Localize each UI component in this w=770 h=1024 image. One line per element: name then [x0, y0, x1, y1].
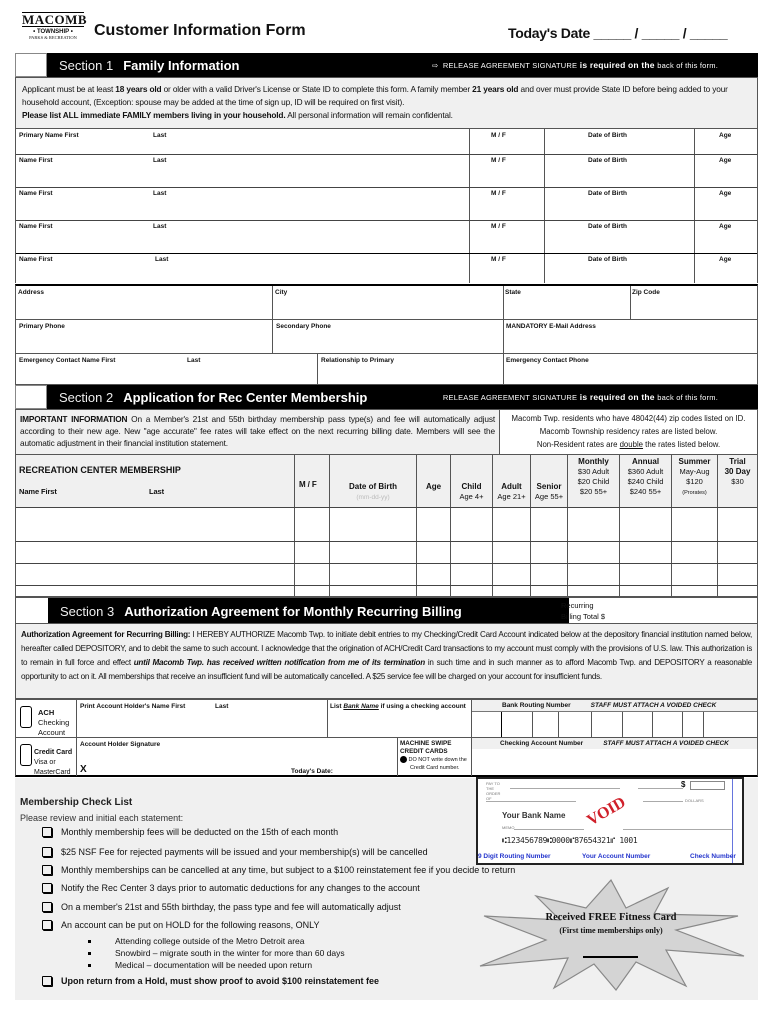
initial-checkbox[interactable]: [42, 902, 52, 912]
form-title: Customer Information Form: [94, 22, 306, 39]
initial-checkbox[interactable]: [42, 847, 52, 857]
membership-row[interactable]: [16, 542, 757, 563]
checklist-subtitle: Please review and initial each statement:: [20, 813, 184, 823]
section1-intro: Applicant must be at least 18 years old or older with a valid Driver's License or State ID to complete this form. A family member 21 years old and over must provide State ID before being added to your household account, (Exception: spouse may be added at the time of sign up, ID will be required on first visit). Please list ALL immediate FAMILY members living in your household. All personal information will remain confidental.: [15, 77, 758, 129]
initial-checkbox[interactable]: [42, 920, 52, 930]
release-notice: ⇨ RELEASE AGREEMENT SIGNATURE is required on the back of this form.: [431, 60, 718, 70]
family-row-primary[interactable]: Primary Name First Last M / F Date of Birth Age: [19, 132, 732, 139]
email-field[interactable]: MANDATORY E-Mail Address: [506, 323, 596, 330]
checklist-item[interactable]: $25 NSF Fee for rejected payments will be issued and your membership(s) will be cancelled: [42, 847, 428, 857]
family-row[interactable]: Name First Last M / F Date of Birth Age: [19, 223, 732, 230]
checklist-item[interactable]: Upon return from a Hold, must show proof to avoid $100 reinstatement fee: [42, 976, 379, 986]
checklist-item[interactable]: On a member's 21st and 55th birthday, the pass type and fee will automatically adjust: [42, 902, 401, 912]
initial-line[interactable]: [583, 956, 638, 958]
section2-header: Section 2 Application for Rec Center Membership RELEASE AGREEMENT SIGNATURE is required on the back of this form.: [47, 385, 758, 409]
contact-info-block: [15, 284, 758, 385]
starburst-icon: [476, 878, 746, 993]
address-field[interactable]: Address: [18, 289, 45, 296]
annual-rates: Annual $360 Adult $240 Child $240 55+: [627, 457, 664, 496]
checklist-item[interactable]: Monthly membership fees will be deducted on the 15th of each month: [42, 827, 338, 837]
summer-rates: Summer May-Aug $120 (Prorates): [678, 457, 711, 496]
important-information: IMPORTANT INFORMATION On a Member's 21st and 55th birthday membership pass type(s) and fee will automatically adjust according to their new age. New "age accurate" fee rates will take effect on the next recurring billing date. Members will see the automatic adjustment in their financial institution statement.: [16, 410, 499, 454]
signature-date-field[interactable]: Today's Date:: [291, 768, 333, 775]
membership-table: RECREATION CENTER MEMBERSHIP Name First Last M / F Date of Birth (mm-dd-yy) Age Child Age 4+ Adult Age 21+ Senior Age 55+ Monthly $30 Adult $20 Child $20 55+ Annual $360 Adult $240 Child $240 55+ Summer May-Aug $120 (Prorates) Trial 30 Day $30: [15, 455, 758, 597]
state-field[interactable]: State: [505, 289, 521, 296]
checklist-item[interactable]: Monthly memberships can be cancelled at any time, but subject to a $100 reinstatement fee if you decide to return: [42, 865, 515, 875]
checklist-item[interactable]: Notify the Rec Center 3 days prior to automatic deductions for any changes to the account: [42, 883, 420, 893]
prohibited-icon: [400, 756, 407, 763]
monthly-rates: Monthly $30 Adult $20 Child $20 55+: [577, 457, 610, 496]
macomb-township-logo: MACOMB • TOWNSHIP • PARKS & RECREATION: [22, 12, 88, 40]
family-row[interactable]: Name First Last M / F Date of Birth Age: [19, 190, 732, 197]
section3-header: Section 3 Authorization Agreement for Monthly Recurring Billing: [48, 598, 569, 624]
sample-check-image: PAY TO THE ORDER OF $ DOLLARS Your Bank Name VOID MEMO ⑆123456789⑆0000⑈87654321⑈ 1001 9 Digit Routing Number Your Account Number Check Number: [476, 777, 744, 865]
todays-date-field[interactable]: Today's Date _____ / _____ / _____: [508, 25, 728, 41]
residency-info: Macomb Twp. residents who have 48042(44) zip codes listed on ID. Macomb Township residency rates are listed below. Non-Resident rates are double the rates listed below.: [511, 414, 746, 449]
credit-card-checkbox[interactable]: [20, 744, 32, 766]
family-members-table: [15, 129, 758, 283]
account-holder-name-field[interactable]: Print Account Holder's Name First: [80, 703, 186, 710]
recurring-billing-total[interactable]: Recurring Billing Total $: [561, 601, 606, 621]
section2-info: [15, 409, 758, 455]
checklist-item[interactable]: An account can be put on HOLD for the following reasons, ONLY: [42, 920, 319, 930]
primary-phone-field[interactable]: Primary Phone: [19, 323, 65, 330]
void-stamp: VOID: [584, 793, 629, 830]
hold-reason: Medical – documentation will be needed upon return: [88, 960, 312, 970]
hold-reason: Snowbird – migrate south in the winter for more than 60 days: [88, 948, 345, 958]
section1-header: Section 1 Family Information ⇨ RELEASE AGREEMENT SIGNATURE is required on the back of this form.: [47, 53, 758, 77]
emergency-phone-field[interactable]: Emergency Contact Phone: [506, 357, 589, 364]
emergency-first-field[interactable]: Emergency Contact Name First: [19, 357, 116, 364]
section2-tab-box: [15, 385, 47, 409]
secondary-phone-field[interactable]: Secondary Phone: [276, 323, 331, 330]
membership-row[interactable]: [16, 564, 757, 585]
machine-swipe-notice: MACHINE SWIPE CREDIT CARDS DO NOT write down the Credit Card number.: [400, 740, 467, 771]
section1-tab-box: [15, 53, 47, 77]
initial-checkbox[interactable]: [42, 865, 52, 875]
membership-row[interactable]: [16, 586, 757, 597]
payment-block: ACH Checking Account Credit Card Visa or MasterCard Print Account Holder's Name First Last List Bank Name if using a checking account Bank Routing Number STAFF MUST ATTACH A VOIDED CHECK Account Holder Signature X Today's Date: MACHINE SWIPE CREDIT CARDS DO NOT write down the Credit Card number. Checking Account Number STAFF MUST ATTACH A VOIDED CHECK: [15, 699, 758, 777]
initial-checkbox[interactable]: [42, 976, 52, 986]
trial-rates: Trial 30 Day $30: [724, 457, 751, 486]
signature-field[interactable]: Account Holder Signature: [80, 741, 161, 748]
ach-checkbox[interactable]: [20, 706, 32, 728]
emergency-last-field[interactable]: Last: [187, 357, 201, 364]
city-field[interactable]: City: [275, 289, 288, 296]
section3-header-row: [15, 597, 758, 623]
checking-account-number-field[interactable]: [472, 750, 757, 776]
membership-table-title: RECREATION CENTER MEMBERSHIP: [19, 465, 181, 475]
family-row[interactable]: Name First Last M / F Date of Birth Age: [19, 157, 732, 164]
routing-number-boxes[interactable]: [472, 712, 757, 737]
membership-row[interactable]: [16, 508, 757, 541]
zip-field[interactable]: Zip Code: [632, 289, 660, 296]
free-fitness-card-starburst: Received FREE Fitness Card (First time memberships only): [476, 878, 746, 993]
bank-name-field[interactable]: List Bank Name if using a checking account: [330, 703, 466, 710]
relationship-field[interactable]: Relationship to Primary: [321, 357, 394, 364]
initial-checkbox[interactable]: [42, 883, 52, 893]
authorization-agreement: Authorization Agreement for Recurring Billing: I HEREBY AUTHORIZE Macomb Twp. to initiate debit entries to my Checking/Credit Card Account indicated below at the depository financial institution named below, hereafter called DEPOSITORY, and to debit the same to such account. I acknowledge that the origination of ACH/Credit Card transactions to my account must comply with the provisions of U.S. law. This authorization is to remain in full force and effect until Macomb Twp. has received written notification from me of its termination in such time and in such manner as to afford Macomb Twp. and DEPOSITORY a reasonable opportunity to act on it. All memberships that receive an insufficient fund will be automatically cancelled. A $25 service fee will be charged on your account for insufficient funds.: [15, 623, 758, 699]
initial-checkbox[interactable]: [42, 827, 52, 837]
hold-reason: Attending college outside of the Metro Detroit area: [88, 936, 304, 946]
family-row[interactable]: Name First Last M / F Date of Birth Age: [19, 256, 732, 263]
checklist-title: Membership Check List: [20, 797, 133, 808]
release-notice: RELEASE AGREEMENT SIGNATURE is required on the back of this form.: [442, 392, 718, 402]
